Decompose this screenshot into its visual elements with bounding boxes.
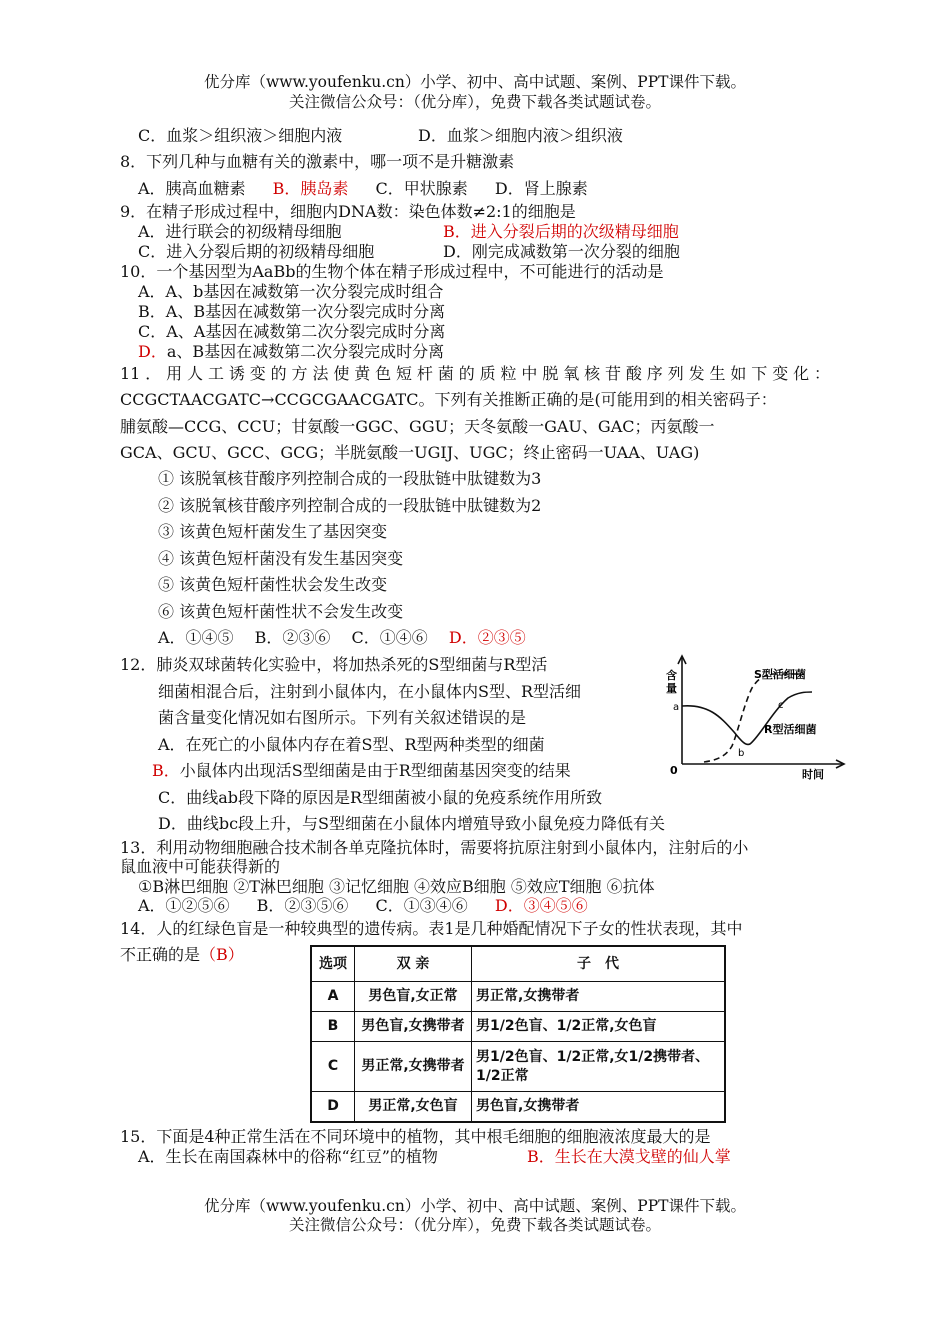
header-line-1: 优分库（www.youfenku.cn）小学、初中、高中试题、案例、PPT课件下载。 — [203, 73, 747, 91]
q14-line-2-text: 不正确的是 — [120, 945, 201, 964]
fig-r-label: R型活细菌 — [764, 723, 817, 736]
fig-s-label: S型活细菌 — [754, 668, 806, 681]
q9-option-c: C．进入分裂后期的初级精母细胞 — [138, 242, 375, 261]
q9-option-b: B．进入分裂后期的次级精母细胞 — [443, 222, 679, 241]
table-cell: 男正常,女携带者 — [355, 1042, 472, 1092]
q10-option-d — [138, 342, 444, 362]
q13-items: ①B淋巴细胞 ②T淋巴细胞 ③记忆细胞 ④效应B细胞 ⑤效应T细胞 ⑥抗体 — [138, 877, 655, 896]
table-row — [311, 1012, 725, 1042]
q13-option-a: A．①②⑤⑥ — [138, 896, 230, 915]
q9-option-a: A．进行联会的初级精母细胞 — [138, 222, 342, 241]
q11-line-2: CCGCTAACGATC→CCGCGAACGATC。下列有关推断正确的是(可能用到的相关密码子： — [120, 390, 777, 409]
q11-item-1: ① 该脱氧核苷酸序列控制合成的一段肽链中肽键数为3 — [158, 469, 542, 488]
fig-point-a: a — [673, 702, 680, 713]
table-cell: 男正常,女携带者 — [472, 982, 726, 1012]
table-cell: 男色盲,女正常 — [355, 982, 472, 1012]
q12-option-a: A．在死亡的小鼠体内存在着S型、R型两种类型的细菌 — [158, 735, 545, 754]
q11-option-c: C．①④⑥ — [351, 628, 428, 647]
fig-xlabel: 时间 — [802, 768, 824, 780]
q11-line-4: GCA、GCU、GCC、GCG；半胱氨酸一UGIJ、UGC；终止密码一UAA、UAG) — [120, 443, 700, 462]
q10-option-d-text: a、B基因在减数第二次分裂完成时分离 — [166, 342, 445, 361]
table-header-offspring: 子 代 — [472, 946, 726, 982]
q12-option-d: D．曲线bc段上升，与S型细菌在小鼠体内增殖导致小鼠免疫力降低有关 — [158, 814, 665, 833]
q11-item-2: ② 该脱氧核苷酸序列控制合成的一段肽链中肽键数为2 — [158, 496, 542, 515]
header-line-2: 关注微信公众号：（优分库），免费下载各类试题试卷。 — [288, 93, 661, 111]
fig-ylabel-1: 含 — [666, 669, 677, 682]
q10-option-b: B．A、B基因在减数第一次分裂完成时分离 — [138, 302, 446, 321]
fig-origin: 0 — [670, 764, 678, 777]
table-cell: 男1/2色盲、1/2正常,女1/2携带者、1/2正常 — [472, 1042, 726, 1092]
q11-item-6: ⑥ 该黄色短杆菌性状不会发生改变 — [158, 602, 404, 621]
q11-item-5: ⑤ 该黄色短杆菌性状会发生改变 — [158, 575, 388, 594]
q13-option-d: D．③④⑤⑥ — [494, 896, 588, 915]
table-cell: B — [311, 1012, 355, 1042]
q11-item-3: ③ 该黄色短杆菌发生了基因突变 — [158, 522, 388, 541]
table-header-parents: 双 亲 — [355, 946, 472, 982]
q15-stem: 15．下面是4种正常生活在不同环境中的植物，其中根毛细胞的细胞液浓度最大的是 — [120, 1127, 711, 1146]
footer-line-2: 关注微信公众号：（优分库），免费下载各类试题试卷。 — [288, 1216, 661, 1234]
table-row — [311, 1092, 725, 1122]
fig-point-b: b — [738, 748, 745, 759]
q12-option-b-label: B． — [152, 761, 180, 780]
q12-option-b — [152, 761, 571, 781]
q15-option-a: A．生长在南国森林中的俗称“红豆”的植物 — [138, 1147, 438, 1166]
table-row — [311, 982, 725, 1012]
q8-option-b: B．胰岛素 — [272, 179, 349, 198]
q12-bacteria-graph — [660, 652, 850, 780]
q14-line-1: 14．人的红绿色盲是一种较典型的遗传病。表1是几种婚配情况下子女的性状表现，其中 — [120, 919, 743, 938]
q13-line-2: 鼠血液中可能获得新的 — [120, 857, 281, 876]
q10-option-a: A．A、b基因在减数第一次分裂完成时组合 — [138, 282, 444, 301]
table-row — [311, 1042, 725, 1092]
q10-stem: 10．一个基因型为AaBb的生物个体在精子形成过程中，不可能进行的活动是 — [120, 262, 664, 281]
q10-option-c: C．A、A基因在减数第二次分裂完成时分离 — [138, 322, 446, 341]
q11-option-b: B．②③⑥ — [254, 628, 331, 647]
q8-option-c: C．甲状腺素 — [375, 179, 468, 198]
q12-line-1: 12．肺炎双球菌转化实验中，将加热杀死的S型细菌与R型活 — [120, 655, 548, 674]
q7-option-d: D．血浆＞细胞内液＞组织液 — [418, 126, 623, 145]
q9-option-d: D．刚完成减数第一次分裂的细胞 — [443, 242, 680, 261]
table-cell: A — [311, 982, 355, 1012]
table-cell: 男色盲,女携带者 — [355, 1012, 472, 1042]
q11-option-a: A．①④⑤ — [158, 628, 234, 647]
q10-option-d-label: D． — [138, 342, 167, 361]
q15-option-b: B．生长在大漠戈壁的仙人掌 — [527, 1147, 731, 1166]
q13-options — [138, 896, 588, 916]
q11-line-3: 脯氨酸—CCG、CCU；甘氨酸一GGC、GGU；天冬氨酸一GAU、GAC；丙氨酸一 — [120, 417, 715, 436]
q12-option-b-text: 小鼠体内出现活S型细菌是由于R型细菌基因突变的结果 — [179, 761, 571, 780]
q8-stem: 8．下列几种与血糖有关的激素中，哪一项不是升糖激素 — [120, 152, 515, 171]
q13-option-b: B．②③⑤⑥ — [256, 896, 349, 915]
q14-answer: （B） — [200, 945, 244, 964]
q14-line-2 — [120, 945, 244, 965]
q12-option-c: C．曲线ab段下降的原因是R型细菌被小鼠的免疫系统作用所致 — [158, 788, 603, 807]
q13-line-1: 13．利用动物细胞融合技术制各单克隆抗体时，需要将抗原注射到小鼠体内，注射后的小 — [120, 838, 749, 857]
q14-inheritance-table — [310, 945, 726, 1123]
q8-option-d: D．肾上腺素 — [494, 179, 588, 198]
table-cell: 男色盲,女携带者 — [472, 1092, 726, 1122]
q11-options — [158, 628, 526, 648]
table-cell: D — [311, 1092, 355, 1122]
footer-line-1: 优分库（www.youfenku.cn）小学、初中、高中试题、案例、PPT课件下载。 — [203, 1197, 747, 1215]
q12-line-2: 细菌相混合后，注射到小鼠体内，在小鼠体内S型、R型活细 — [158, 682, 582, 701]
q7-option-c: C．血浆＞组织液＞细胞内液 — [138, 126, 343, 145]
q12-line-3: 菌含量变化情况如右图所示。下列有关叙述错误的是 — [158, 708, 527, 727]
table-cell: 男1/2色盲、1/2正常,女色盲 — [472, 1012, 726, 1042]
q8-options — [138, 179, 588, 199]
fig-point-c: c — [778, 700, 784, 711]
fig-ylabel-2: 量 — [666, 682, 677, 695]
table-header-option: 选项 — [311, 946, 355, 982]
q8-option-a: A．胰高血糖素 — [138, 179, 246, 198]
q11-line-1: 11．用人工诱变的方法使黄色短杆菌的质粒中脱氧核苷酸序列发生如下变化： — [120, 364, 830, 383]
q9-stem: 9．在精子形成过程中，细胞内DNA数：染色体数≠2:1的细胞是 — [120, 202, 576, 221]
q11-option-d: D．②③⑤ — [448, 628, 526, 647]
q11-item-4: ④ 该黄色短杆菌没有发生基因突变 — [158, 549, 404, 568]
s-bacteria-curve — [704, 674, 804, 762]
table-cell: C — [311, 1042, 355, 1092]
table-cell: 男正常,女色盲 — [355, 1092, 472, 1122]
table-header-row — [311, 946, 725, 982]
q13-option-c: C．①③④⑥ — [375, 896, 468, 915]
